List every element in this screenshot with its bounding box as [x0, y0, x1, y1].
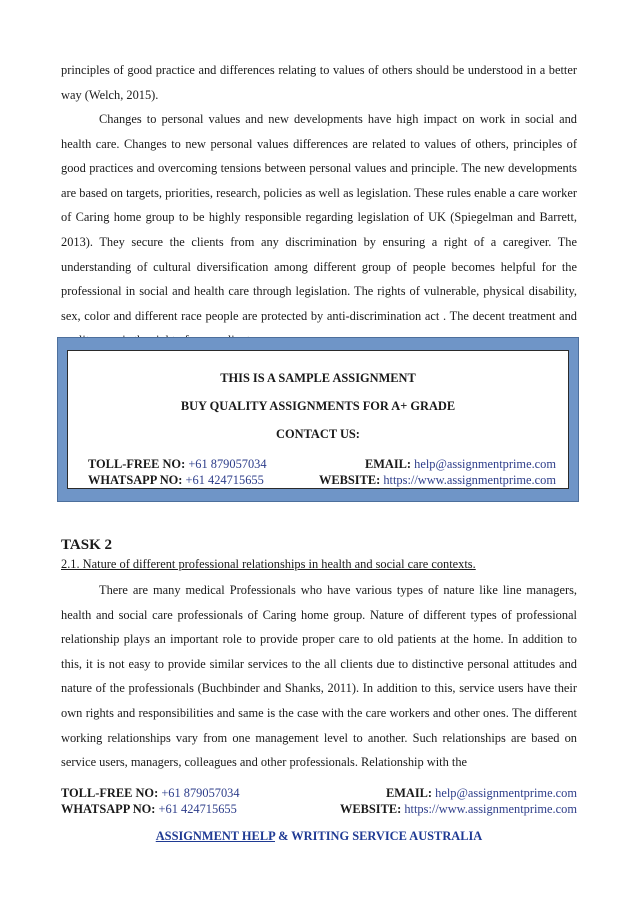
footer-whatsapp-value: +61 424715655: [158, 802, 237, 816]
footer-email: [386, 786, 577, 801]
banner-content-box: [67, 350, 569, 489]
banner-email: [365, 457, 556, 472]
banner-contact-row-1: [88, 457, 556, 472]
body-paragraph-2: Changes to personal values and new developments have high impact on work in social and health care. Changes to new personal values differences are related to values of others, principles of good practices and overcoming tensions between personal values and principle. The new developments are based on targets, priorities, research, policies as well as legislation. These rules enable a care worker of Caring home group to be highly responsible regarding legislation of UK (Spiegelman and Barrett, 2013). They secure the clients from any discrimination by ensuring a right of a caregiver. The understanding of cultural diversification among different group of people becomes helpful for the professional in social and health care through legislation. The rights of vulnerable, physical disability, sex, color and different race people are protected by anti-discrimination act . The decent treatment and: [61, 112, 577, 323]
footer-brand: [0, 829, 638, 844]
banner-email-label: EMAIL:: [364, 457, 412, 471]
footer-contact-row-2: [61, 802, 577, 817]
banner-tollfree-label: TOLL-FREE NO:: [88, 457, 186, 471]
footer-email-label: EMAIL:: [385, 786, 433, 800]
banner-email-link[interactable]: help@assignmentprime.com: [414, 457, 556, 471]
banner-contact-heading: CONTACT US:: [276, 427, 360, 441]
footer-tollfree-label: TOLL-FREE NO:: [61, 786, 159, 800]
task-heading: TASK 2: [61, 537, 112, 553]
banner-tollfree-value: +61 879057034: [188, 457, 267, 471]
banner-website: [319, 473, 556, 488]
banner-whatsapp-value: +61 424715655: [185, 473, 264, 487]
footer-email-link[interactable]: help@assignmentprime.com: [435, 786, 577, 800]
sample-assignment-banner: [57, 337, 579, 502]
footer-tollfree-value: +61 879057034: [161, 786, 240, 800]
banner-sample-notice: THIS IS A SAMPLE ASSIGNMENT: [220, 371, 416, 385]
banner-buy-notice: BUY QUALITY ASSIGNMENTS FOR A+ GRADE: [180, 399, 456, 413]
task-paragraph: There are many medical Professionals who have various types of nature like line managers, health and social care professionals of Caring home group. Nature of different types of professional relationship plays an important role to provide proper care to old patients at the home. In addition to this, it is not easy to provide similar services to the all clients due to distinctive personal attitudes and nature of the professionals (Buchbinder and Shanks, 2011). In addition to this, service users have their own rights and responsibilities and same is the case with the care workers and other ones. The different working relationships vary from one management level to another. Such relationships are based on service users, managers, colleagues and other professionals. Relationship with the: [61, 583, 577, 770]
banner-whatsapp-label: WHATSAPP NO:: [88, 473, 183, 487]
footer-website: [340, 802, 577, 817]
body-paragraph-1: principles of good practice and differences relating to values of others should be understood in a better way (Welch, 2015).: [61, 63, 577, 102]
footer-brand-link[interactable]: ASSIGNMENT HELP: [155, 829, 275, 843]
section-subheading: 2.1. Nature of different professional relationships in health and social care contexts.: [61, 557, 476, 571]
footer-brand-text: & WRITING SERVICE AUSTRALIA: [274, 829, 483, 843]
banner-website-link[interactable]: https://www.assignmentprime.com: [383, 473, 556, 487]
footer-tollfree: [61, 786, 240, 801]
banner-tollfree: [88, 457, 267, 472]
footer-contact-row-1: [61, 786, 577, 801]
footer-website-link[interactable]: https://www.assignmentprime.com: [404, 802, 577, 816]
footer-website-label: WEBSITE:: [339, 802, 402, 816]
footer-whatsapp-label: WHATSAPP NO:: [61, 802, 156, 816]
footer-whatsapp: [61, 802, 237, 817]
banner-contact-row-2: [88, 473, 556, 488]
banner-whatsapp: [88, 473, 264, 488]
banner-website-label: WEBSITE:: [318, 473, 381, 487]
